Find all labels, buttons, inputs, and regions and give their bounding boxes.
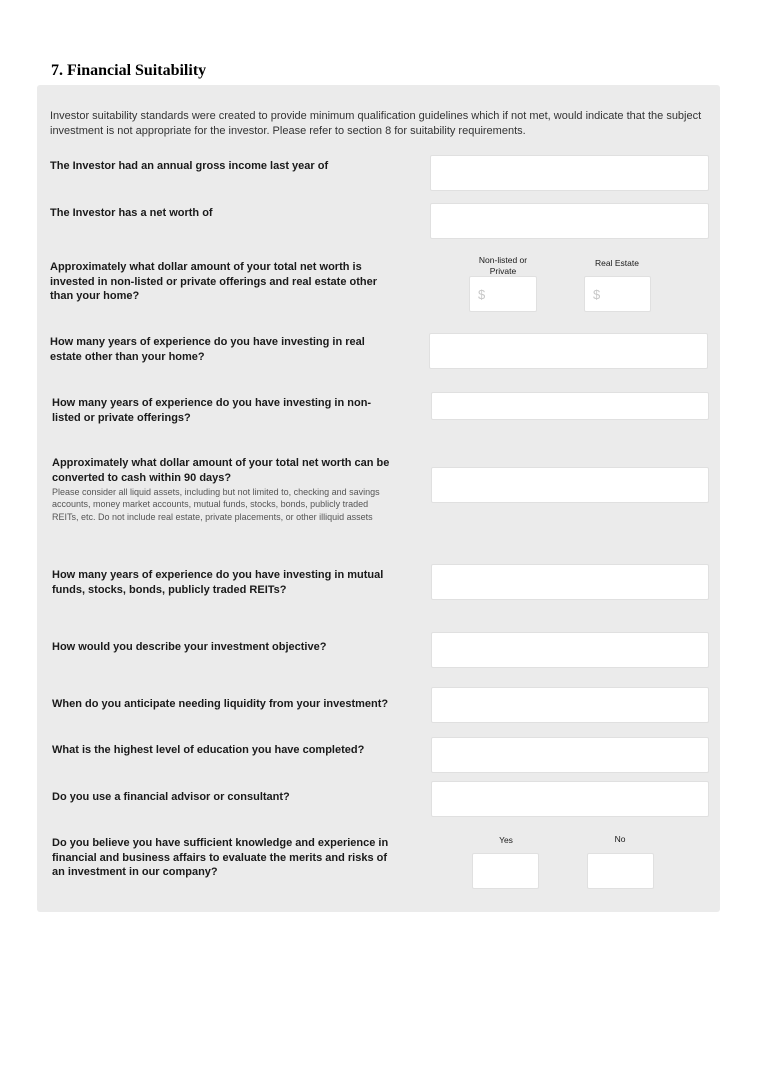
real-estate-column-label: Real Estate <box>595 258 639 268</box>
intro-text: Investor suitability standards were created to provide minimum qualification guidelines which if not met, would indicate that the subject investment is not appropriate for the investor. Please refer to section 8 for suitability requirements. <box>50 110 702 137</box>
knowledge-no-input[interactable] <box>587 853 654 889</box>
liquid-assets-label: Approximately what dollar amount of your total net worth can be converted to cash within 90 days? <box>52 457 390 484</box>
public-markets-experience-label: How many years of experience do you have investing in mutual funds, stocks, bonds, publicly traded REITs? <box>52 569 384 596</box>
real-estate-experience-input[interactable] <box>429 333 708 369</box>
liquid-assets-input[interactable] <box>431 467 709 503</box>
no-column-label: No <box>614 834 626 844</box>
knowledge-experience-label: Do you believe you have sufficient knowledge and experience in financial and business affairs to evaluate the merits and risks of an investment in our company? <box>52 837 389 878</box>
liquidity-need-label: When do you anticipate needing liquidity from your investment? <box>52 698 389 710</box>
financial-advisor-input[interactable] <box>431 781 709 817</box>
private-offering-experience-label: How many years of experience do you have investing in non-listed or private offerings? <box>52 397 372 424</box>
liquid-assets-note: Please consider all liquid assets, including but not limited to, checking and savings accounts, money market accounts, mutual funds, stocks, bonds, publicly traded REITs, etc. Do not include real estate, private placements, or other illiquid assets <box>52 487 380 522</box>
investment-objective-label: How would you describe your investment objective? <box>52 641 327 653</box>
financial-advisor-label: Do you use a financial advisor or consultant? <box>52 791 290 803</box>
section-title: 7. Financial Suitability <box>51 62 207 79</box>
annual-income-label: The Investor had an annual gross income last year of <box>50 160 329 172</box>
public-markets-experience-input[interactable] <box>431 564 709 600</box>
liquidity-need-input[interactable] <box>431 687 709 723</box>
non-listed-column-label: Non-listed or Private <box>478 255 528 276</box>
education-label: What is the highest level of education you have completed? <box>52 744 365 756</box>
education-input[interactable] <box>431 737 709 773</box>
net-worth-input[interactable] <box>430 203 709 239</box>
real-estate-amount-input[interactable] <box>584 276 651 312</box>
annual-income-input[interactable] <box>430 155 709 191</box>
private-offering-experience-input[interactable] <box>431 392 709 420</box>
non-listed-amount-input[interactable] <box>469 276 537 312</box>
illiquid-amount-label: Approximately what dollar amount of your total net worth is invested in non-listed or private offerings and real estate other than your home? <box>50 261 378 302</box>
yes-column-label: Yes <box>499 835 513 845</box>
real-estate-experience-label: How many years of experience do you have investing in real estate other than your home? <box>50 336 365 363</box>
investment-objective-input[interactable] <box>431 632 709 668</box>
knowledge-yes-input[interactable] <box>472 853 539 889</box>
net-worth-label: The Investor has a net worth of <box>50 207 213 219</box>
